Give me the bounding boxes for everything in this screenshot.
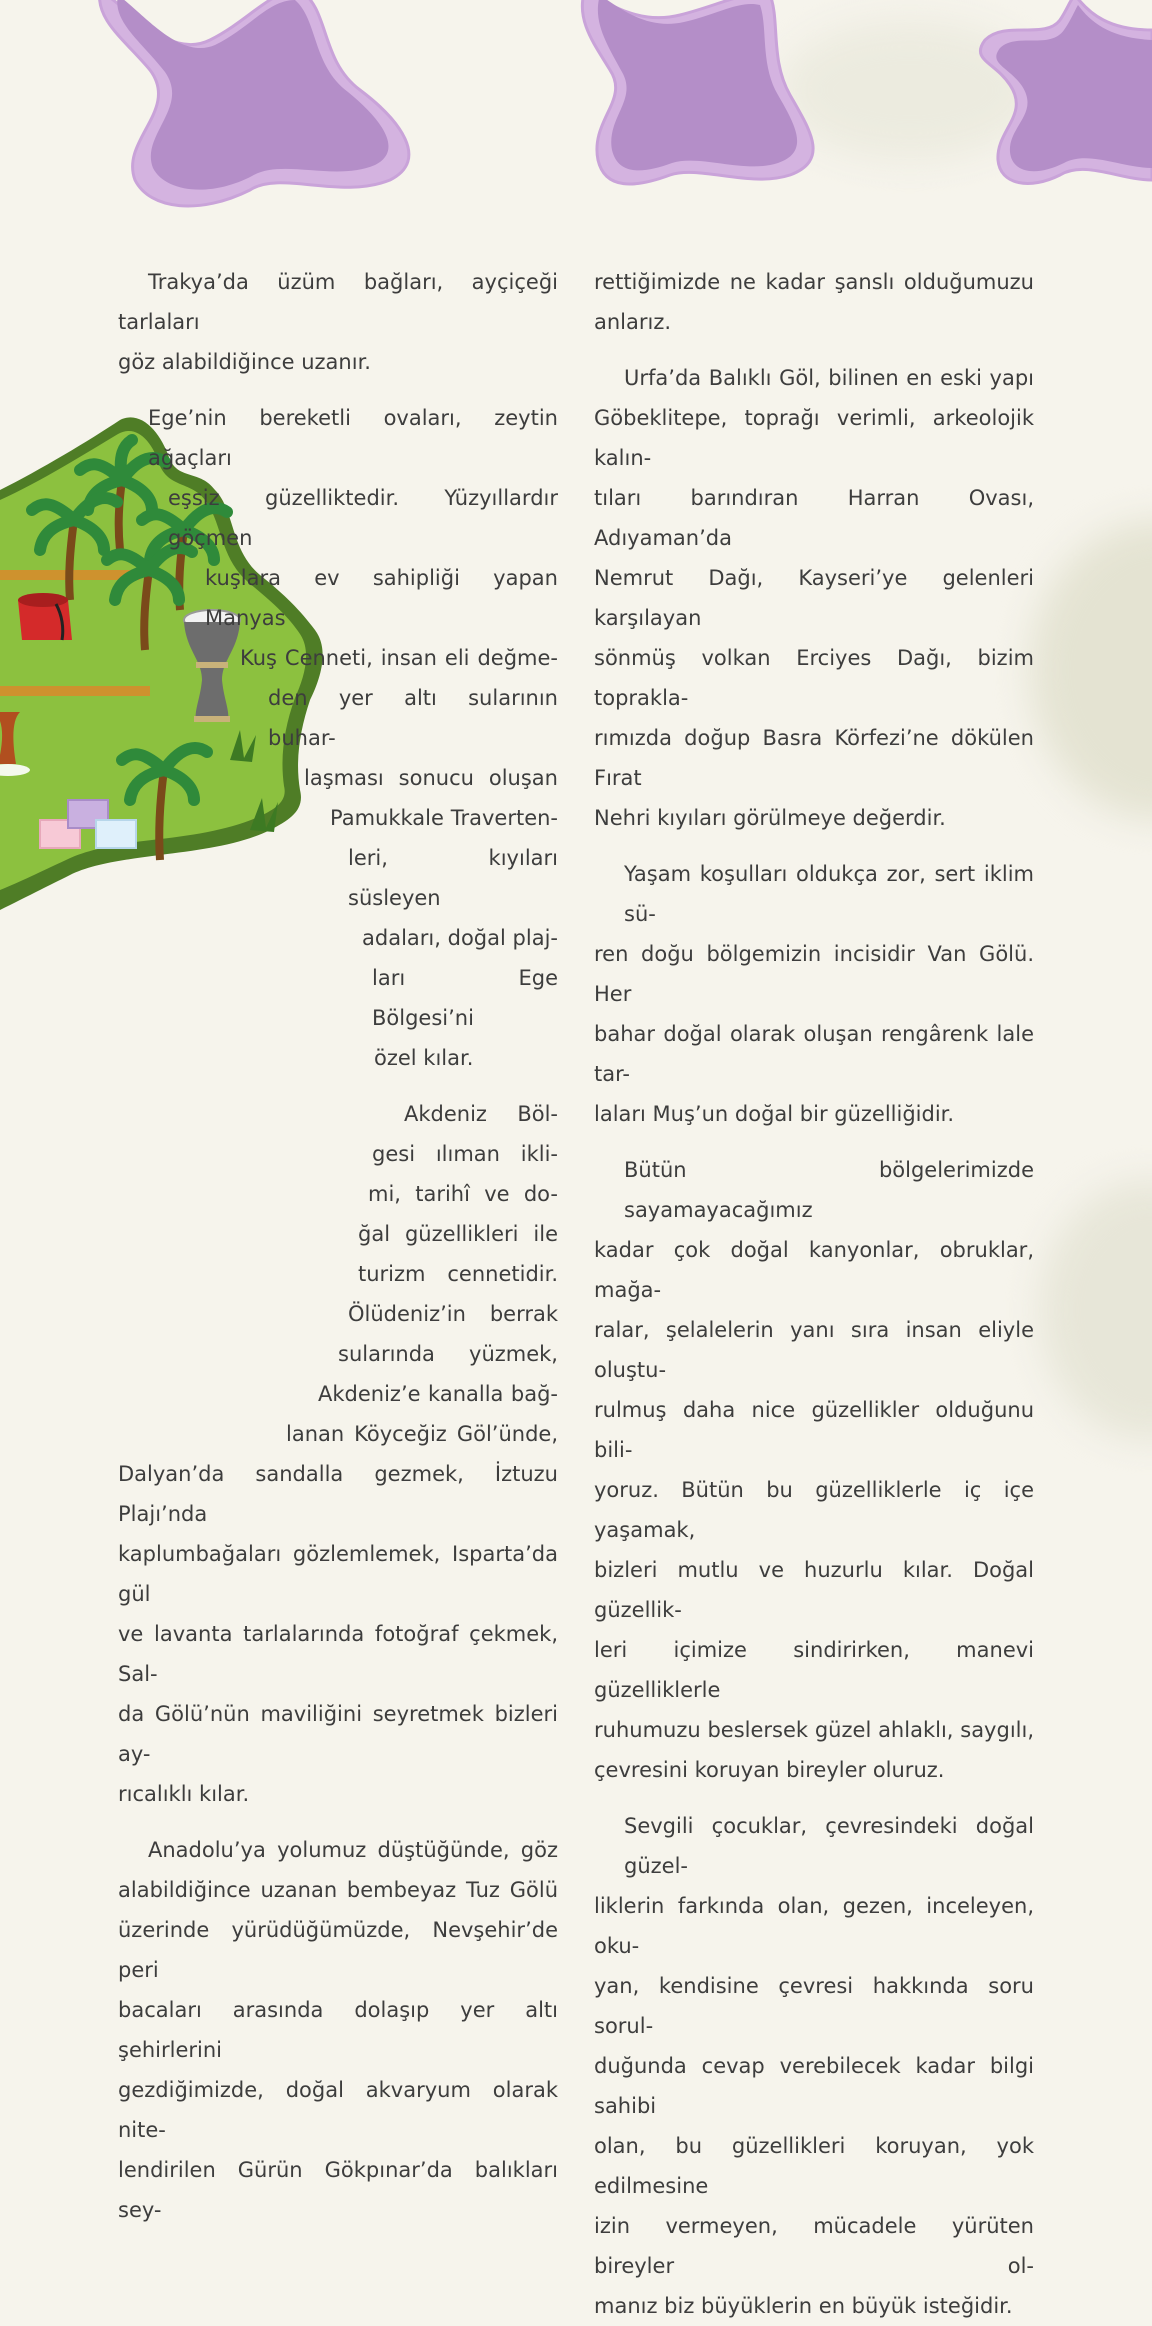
- text-line: bacaları arasında dolaşıp yer altı şehirlerini: [118, 1998, 558, 2062]
- text-line: gezdiğimizde, doğal akvaryum olarak nite-: [118, 2078, 558, 2142]
- text-line: turizm cennetidir.: [358, 1262, 558, 1286]
- star-icon: [99, 0, 408, 206]
- text-line: kaplumbağaları gözlemlemek, Isparta’da gül: [118, 1542, 558, 1606]
- text-line: manız biz büyüklerin en büyük isteğidir.: [594, 2294, 1013, 2318]
- text-line: Urfa’da Balıklı Göl, bilinen en eski yapı: [624, 366, 1034, 390]
- text-line: Göbeklitepe, toprağı verimli, arkeolojik kalın-: [594, 406, 1034, 470]
- text-line: lanan Köyceğiz Göl’ünde,: [286, 1422, 558, 1446]
- text-column-right: [594, 262, 1034, 2326]
- text-line: kuşlara ev sahipliği yapan Manyas: [205, 566, 558, 630]
- text-line: lendirilen Gürün Gökpınar’da balıkları sey-: [118, 2158, 558, 2222]
- text-line: ruhumuzu beslersek güzel ahlaklı, saygılı,: [594, 1718, 1034, 1742]
- text-line: rulmuş daha nice güzellikler olduğunu bili-: [594, 1398, 1034, 1462]
- text-line: yoruz. Bütün bu güzelliklerle iç içe yaşamak,: [594, 1478, 1034, 1542]
- text-line: Pamukkale Traverten-: [330, 806, 558, 830]
- text-line: laları Muş’un doğal bir güzelliğidir.: [594, 1102, 955, 1126]
- text-line: rımızda doğup Basra Körfezi’ne dökülen Fırat: [594, 726, 1034, 790]
- text-line: Sevgili çocuklar, çevresindeki doğal güzel-: [624, 1814, 1034, 1878]
- text-line: izin vermeyen, mücadele yürüten bireyler ol-: [594, 2214, 1034, 2278]
- paragraph-ege: [118, 398, 558, 1078]
- text-line: ralar, şelalelerin yanı sıra insan eliyle oluştu-: [594, 1318, 1034, 1382]
- text-line: ren doğu bölgemizin incisidir Van Gölü. Her: [594, 942, 1034, 1006]
- paragraph-akdeniz: [118, 1094, 558, 1814]
- text-line: Ölüdeniz’in berrak: [348, 1302, 558, 1326]
- text-line: eşsiz güzelliktedir. Yüzyıllardır göçmen: [168, 486, 558, 550]
- text-line: olan, bu güzellikleri koruyan, yok edilmesine: [594, 2134, 1034, 2198]
- text-line: liklerin farkında olan, gezen, inceleyen, oku-: [594, 1894, 1034, 1958]
- text-line: sönmüş volkan Erciyes Dağı, bizim toprakla-: [594, 646, 1034, 710]
- text-line: Trakya’da üzüm bağları, ayçiçeği tarlaları: [118, 270, 558, 334]
- text-line: ğal güzellikleri ile: [358, 1222, 558, 1246]
- text-line: Akdeniz’e kanalla bağ-: [318, 1382, 558, 1406]
- star-icon: [582, 0, 813, 184]
- paragraph-trakya: [118, 262, 558, 382]
- text-line: leri içimize sindirirken, manevi güzelliklerle: [594, 1638, 1034, 1702]
- text-line: ve lavanta tarlalarında fotoğraf çekmek, Sal-: [118, 1622, 558, 1686]
- text-line: laşması sonucu oluşan: [304, 766, 558, 790]
- text-line: gesi ılıman ikli-: [372, 1142, 558, 1166]
- text-line: yan, kendisine çevresi hakkında soru sorul-: [594, 1974, 1034, 2038]
- text-line: kadar çok doğal kanyonlar, obruklar, mağa-: [594, 1238, 1034, 1302]
- text-line: tıları barındıran Harran Ovası, Adıyaman’da: [594, 486, 1034, 550]
- text-line: mi, tarihî ve do-: [368, 1182, 558, 1206]
- text-line: rettiğimizde ne kadar şanslı olduğumuzu: [594, 270, 1034, 294]
- text-line: den yer altı sularının buhar-: [268, 686, 558, 750]
- text-line: Yaşam koşulları oldukça zor, sert iklim sü-: [624, 862, 1034, 926]
- text-line: Nehri kıyıları görülmeye değerdir.: [594, 806, 946, 830]
- text-line: Anadolu’ya yolumuz düştüğünde, göz: [148, 1838, 558, 1862]
- fez-hat-icon: [18, 593, 72, 640]
- text-line: leri, kıyıları süsleyen: [348, 846, 558, 910]
- text-line: Bütün bölgelerimizde sayamayacağımız: [624, 1158, 1034, 1222]
- text-line: Ege’nin bereketli ovaları, zeytin ağaçları: [148, 406, 558, 470]
- text-line: üzerinde yürüdüğümüzde, Nevşehir’de peri: [118, 1918, 558, 1982]
- star-icon: [980, 0, 1152, 183]
- text-line: bahar doğal olarak oluşan rengârenk lale tar-: [594, 1022, 1034, 1086]
- text-line: ları Ege Bölgesi’ni: [372, 966, 558, 1030]
- text-line: alabildiğince uzanan bembeyaz Tuz Gölü: [118, 1878, 558, 1902]
- text-column-left: [118, 262, 558, 2230]
- text-line: sularında yüzmek,: [338, 1342, 558, 1366]
- text-line: da Gölü’nün maviliğini seyretmek bizleri ay-: [118, 1702, 558, 1766]
- text-line: Akdeniz Böl-: [404, 1102, 558, 1126]
- paragraph-bolgeler: [594, 1150, 1034, 1790]
- background-wash: [1040, 1180, 1152, 1440]
- text-line: adaları, doğal plaj-: [362, 926, 558, 950]
- text-line: göz alabildiğince uzanır.: [118, 350, 371, 374]
- text-line: özel kılar.: [374, 1046, 474, 1070]
- text-line: bizleri mutlu ve huzurlu kılar. Doğal güzellik-: [594, 1558, 1034, 1622]
- paragraph-anadolu: [118, 1830, 558, 2230]
- stars-decoration: [0, 0, 1152, 220]
- text-line: anlarız.: [594, 310, 672, 334]
- text-line: çevresini koruyan bireyler oluruz.: [594, 1758, 945, 1782]
- text-line: Dalyan’da sandalla gezmek, İztuzu Plajı’nda: [118, 1462, 558, 1526]
- paragraph-continuation: [594, 262, 1034, 342]
- background-wash: [1030, 520, 1152, 820]
- paragraph-van: [594, 854, 1034, 1134]
- text-line: rıcalıklı kılar.: [118, 1782, 250, 1806]
- text-line: Kuş Cenneti, insan eli değme-: [240, 646, 558, 670]
- paragraph-cocuklar: [594, 1806, 1034, 2326]
- text-line: duğunda cevap verebilecek kadar bilgi sahibi: [594, 2054, 1034, 2118]
- text-line: Nemrut Dağı, Kayseri’ye gelenleri karşılayan: [594, 566, 1034, 630]
- paragraph-urfa: [594, 358, 1034, 838]
